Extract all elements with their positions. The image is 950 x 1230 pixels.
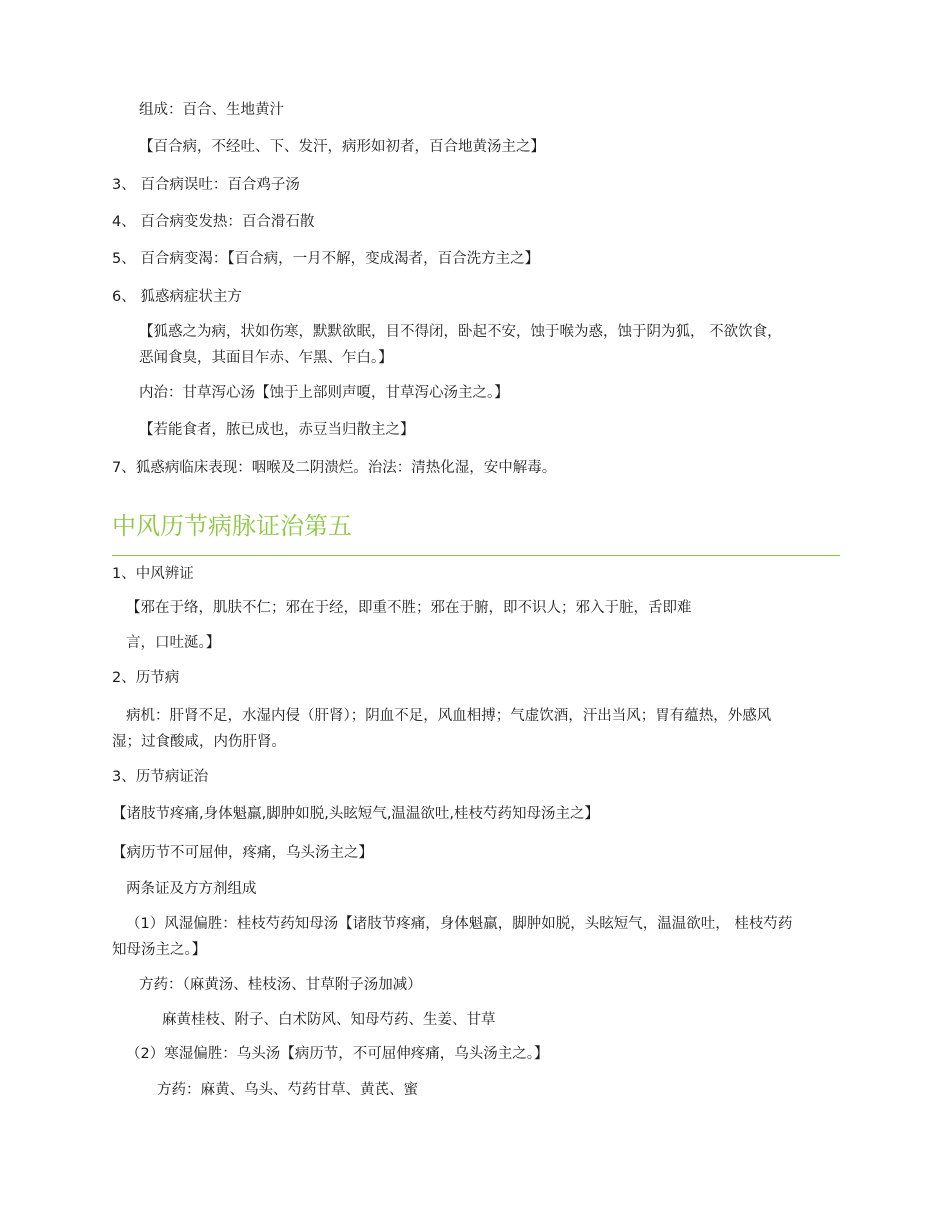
text-line: 5、 百合病变渴：【百合病，一月不解，变成渴者，百合洗方主之】 xyxy=(112,251,540,267)
text-line: 【若能食者，脓已成也，赤豆当归散主之】 xyxy=(139,422,415,438)
text-line: 知母汤主之。】 xyxy=(112,942,207,958)
text-line: 麻黄桂枝、附子、白术防风、知母芍药、生姜、甘草 xyxy=(162,1012,496,1028)
text-line: （1）风湿偏胜：桂枝芍药知母汤【诸肢节疼痛，身体魁羸，脚肿如脱，头眩短气，温温欲吐， 桂枝芍药 xyxy=(126,916,793,932)
text-line: 内治：甘草泻心汤【蚀于上部则声嗄，甘草泻心汤主之。】 xyxy=(139,385,509,401)
text-line: 【病历节不可屈伸，疼痛，乌头汤主之】 xyxy=(112,845,373,861)
text-line: 7、狐惑病临床表现：咽喉及二阴溃烂。治法：清热化湿，安中解毒。 xyxy=(112,460,557,476)
text-line: 组成：百合、生地黄汁 xyxy=(139,102,284,118)
text-line: 两条证及方方剂组成 xyxy=(126,881,257,897)
text-line: 3、历节病证治 xyxy=(112,769,209,785)
text-line: 恶闻食臭，其面目乍赤、乍黑、乍白。】 xyxy=(139,350,393,366)
text-line: 4、 百合病变发热：百合滑石散 xyxy=(112,214,315,230)
text-line: 【百合病，不经吐、下、发汗，病形如初者，百合地黄汤主之】 xyxy=(139,139,545,155)
heading-underline xyxy=(112,555,840,556)
text-line: 病机：肝肾不足，水湿内侵（肝肾）；阴血不足，风血相搏；气虚饮酒，汗出当风；胃有蕴热，外感风 xyxy=(126,708,772,724)
text-line: 3、 百合病误吐：百合鸡子汤 xyxy=(112,177,300,193)
text-line: 【诸肢节疼痛,身体魁羸,脚肿如脱,头眩短气,温温欲吐,桂枝芍药知母汤主之】 xyxy=(112,806,600,822)
text-line: 【狐惑之为病，状如伤寒，默默欲眠，目不得闭，卧起不安，蚀于喉为惑，蚀于阴为狐， 不欲饮食， xyxy=(139,324,782,340)
text-line: 方药：麻黄、乌头、芍药甘草、黄芪、蜜 xyxy=(157,1082,418,1098)
text-line: 6、 狐惑病症状主方 xyxy=(112,289,242,305)
section-heading: 中风历节病脉证治第五 xyxy=(112,512,352,540)
text-line: 方药：（麻黄汤、桂枝汤、甘草附子汤加减） xyxy=(139,977,422,993)
text-line: 言，口吐涎。】 xyxy=(126,635,221,651)
text-line: （2）寒湿偏胜：乌头汤【病历节，不可屈伸疼痛，乌头汤主之。】 xyxy=(126,1046,549,1062)
text-line: 湿；过食酸咸，内伤肝肾。 xyxy=(112,734,286,750)
text-line: 1、中风辨证 xyxy=(112,566,194,582)
text-line: 【邪在于络，肌肤不仁；邪在于经，即重不胜；邪在于腑，即不识人；邪入于脏，舌即难 xyxy=(126,600,692,616)
text-line: 2、历节病 xyxy=(112,670,180,686)
